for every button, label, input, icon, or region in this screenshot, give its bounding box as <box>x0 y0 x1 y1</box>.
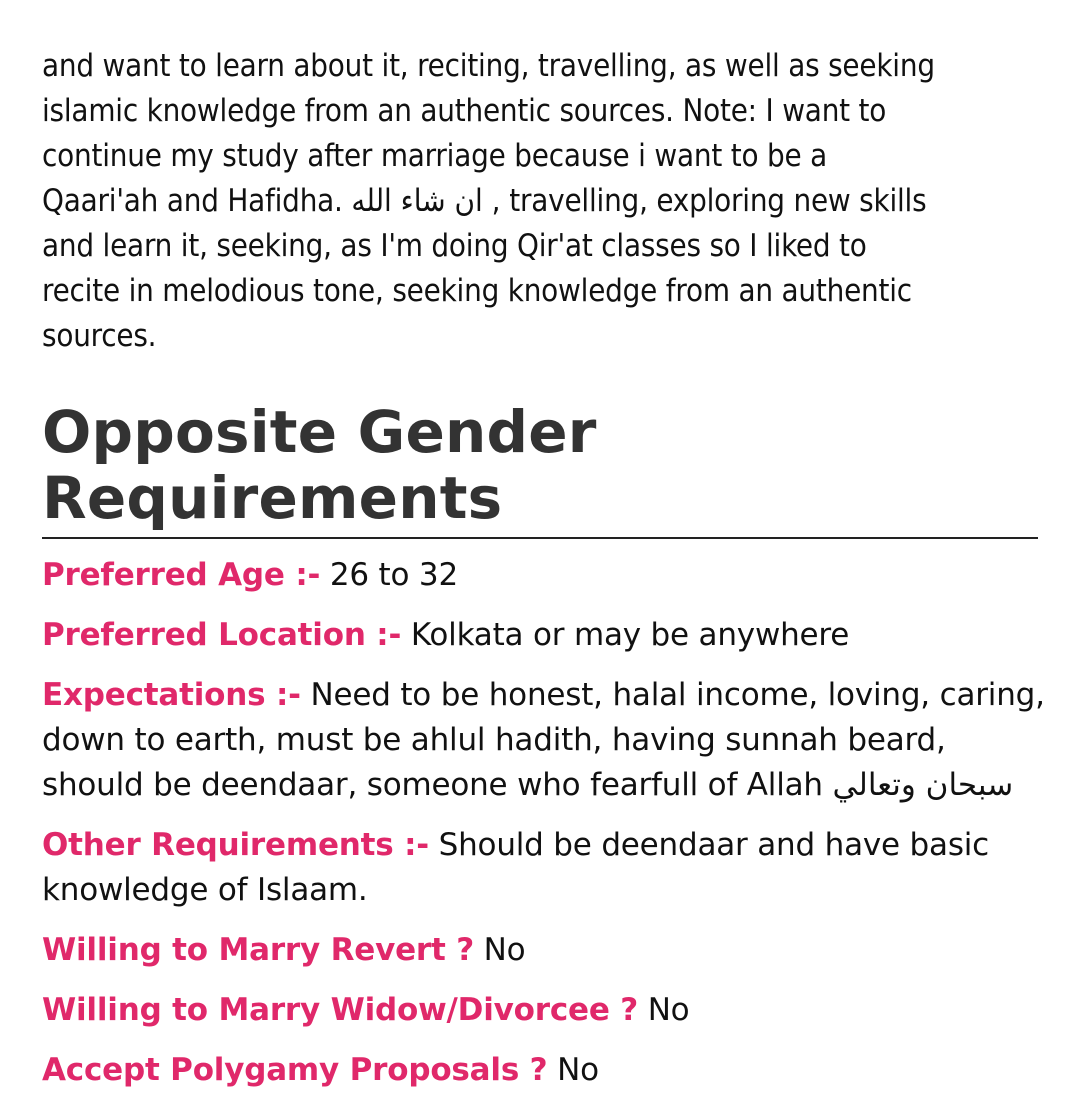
field-marry-widow <box>42 988 1038 1033</box>
field-label: Accept Polygamy Proposals ? <box>42 1052 548 1088</box>
field-value: Kolkata or may be anywhere <box>410 617 850 653</box>
field-expectations <box>42 673 1045 808</box>
intro-line: and want to learn about it, reciting, travelling, as well as seeking <box>42 48 935 84</box>
intro-line: recite in melodious tone, seeking knowledge from an authentic <box>42 273 912 309</box>
field-other-requirements <box>42 823 1038 913</box>
profile-page <box>42 44 1045 1108</box>
field-value: Should be deendaar and have basic <box>438 827 990 863</box>
requirements-list <box>42 553 1045 1093</box>
field-preferred-age <box>42 553 1038 598</box>
intro-line: islamic knowledge from an authentic sources. Note: I want to <box>42 93 887 129</box>
intro-paragraph <box>42 44 1038 359</box>
field-value: Need to be honest, halal income, loving, caring, <box>310 677 1045 713</box>
field-label: Preferred Age :- <box>42 557 321 593</box>
intro-line: and learn it, seeking, as I'm doing Qir'at classes so I liked to <box>42 228 867 264</box>
field-value: No <box>557 1052 599 1088</box>
field-label: Willing to Marry Widow/Divorcee ? <box>42 992 639 1028</box>
field-label: Other Requirements :- <box>42 827 429 863</box>
field-preferred-location <box>42 613 1038 658</box>
field-value: down to earth, must be ahlul hadith, having sunnah beard, <box>42 722 946 758</box>
intro-line: Qaari'ah and Hafidha. ان شاء الله , travelling, exploring new skills <box>42 183 927 219</box>
field-polygamy <box>42 1048 1038 1093</box>
field-line <box>42 823 1038 868</box>
intro-line: continue my study after marriage because i want to be a <box>42 138 827 174</box>
field-value: No <box>647 992 690 1028</box>
field-value: should be deendaar, someone who fearfull of Allah سبحان وتعالي <box>42 767 1014 803</box>
section-title: Opposite Gender Requirements <box>42 399 1038 539</box>
field-value: 26 to 32 <box>329 557 458 593</box>
field-value: knowledge of Islaam. <box>42 872 368 908</box>
intro-line: sources. <box>42 318 157 354</box>
field-line <box>42 673 1045 718</box>
field-label: Willing to Marry Revert ? <box>42 932 475 968</box>
field-label: Expectations :- <box>42 677 301 713</box>
field-marry-revert <box>42 928 1038 973</box>
field-value: No <box>483 932 526 968</box>
field-label: Preferred Location :- <box>42 617 402 653</box>
